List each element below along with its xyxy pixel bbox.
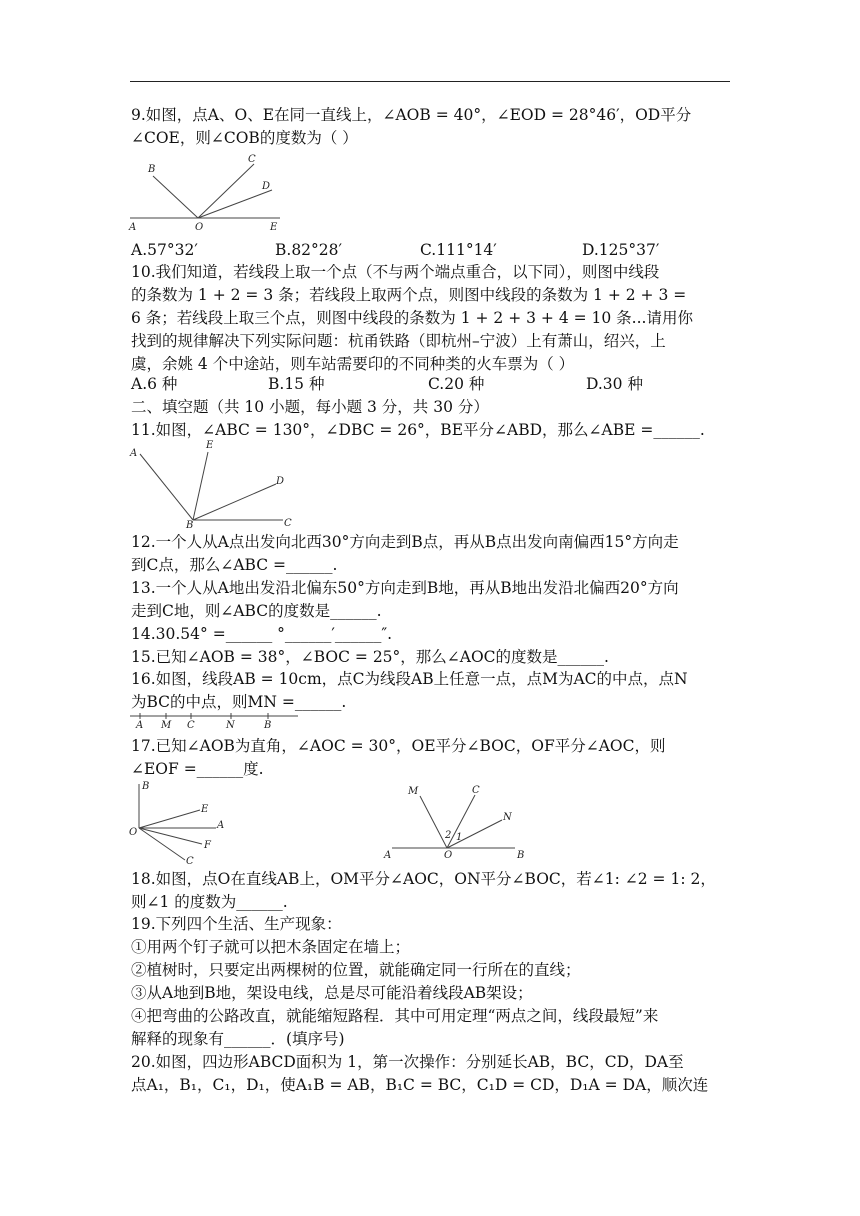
- q9-option-b: B.82°28′: [275, 241, 343, 259]
- q9-option-c: C.111°14′: [420, 241, 497, 259]
- q14-text-line1: 14.30.54° =______ °______′______″.: [131, 625, 393, 643]
- q16-figure: [128, 710, 303, 730]
- q19-text-line6: 解释的现象有______．(填序号): [131, 1030, 345, 1048]
- q10-option-a: A.6 种: [131, 375, 178, 393]
- q10-text-line3: 6 条；若线段上取三个点，则图中线段的条数为 1 + 2 + 3 + 4 = 10 条...请用你: [131, 309, 693, 327]
- q17-label-o: O: [129, 827, 138, 838]
- q19-text-line4: ③从A地到B地，架设电线，总是尽可能沿着线段AB架设；: [131, 984, 533, 1002]
- q9-label-b: B: [148, 164, 156, 175]
- q17-label-a: A: [217, 820, 225, 831]
- q16-label-b: B: [264, 720, 272, 731]
- q9-text-line2: ∠COE，则∠COB的度数为（ ）: [131, 129, 358, 147]
- q10-text-line2: 的条数为 1 + 2 = 3 条；若线段上取两个点，则图中线段的条数为 1 + 2 + 3 =: [131, 286, 687, 304]
- q18-text-line1: 18.如图，点O在直线AB上，OM平分∠AOC，ON平分∠BOC，若∠1: ∠2 = 1: 2，: [131, 870, 716, 888]
- q9-figure: [128, 154, 288, 234]
- q13-text-line1: 13.一个人从A地出发沿北偏东50°方向走到B地，再从B地出发沿北偏西20°方向: [131, 579, 679, 597]
- q11-label-a: A: [130, 448, 138, 459]
- q10-text-line1: 10.我们知道，若线段上取一个点（不与两个端点重合，以下同），则图中线段: [131, 263, 660, 281]
- q20-text-line1: 20.如图，四边形ABCD面积为 1，第一次操作：分别延长AB，BC，CD，DA至: [131, 1053, 684, 1071]
- q19-text-line3: ②植树时，只要定出两棵树的位置，就能确定同一行所在的直线；: [131, 961, 581, 979]
- q16-text-line1: 16.如图，线段AB = 10cm，点C为线段AB上任意一点，点M为AC的中点，点N: [131, 670, 688, 688]
- q10-text-line4: 找到的规律解决下列实际问题：杭甬铁路（即杭州–宁波）上有萧山，绍兴，上: [131, 332, 666, 350]
- q10-option-d: D.30 种: [586, 375, 643, 393]
- q16-label-c: C: [187, 720, 195, 731]
- q18-figure: [380, 782, 530, 862]
- q13-text-line2: 走到C地，则∠ABC的度数是______.: [131, 602, 382, 620]
- q9-option-a: A.57°32′: [131, 241, 198, 259]
- q9-label-o: O: [195, 222, 204, 233]
- q10-option-b: B.15 种: [268, 375, 325, 393]
- q18-label-a: A: [384, 850, 392, 861]
- q19-text-line5: ④把弯曲的公路改直，就能缩短路程．其中可用定理“两点之间，线段最短”来: [131, 1007, 659, 1025]
- q12-text-line2: 到C点，那么∠ABC =______.: [131, 556, 338, 574]
- q11-label-e: E: [206, 440, 214, 451]
- q18-text-line2: 则∠1 的度数为______.: [131, 893, 288, 911]
- q17-label-b: B: [142, 781, 150, 792]
- header-rule: [130, 81, 730, 82]
- q18-label-angle2: 2: [445, 830, 452, 841]
- q17-label-e: E: [201, 804, 209, 815]
- q11-text-line1: 11.如图，∠ABC = 130°，∠DBC = 26°，BE平分∠ABD，那么∠ABE =______.: [131, 421, 705, 439]
- q15-text-line1: 15.已知∠AOB = 38°，∠BOC = 25°，那么∠AOC的度数是______.: [131, 648, 609, 666]
- q16-label-n: N: [226, 720, 235, 731]
- q9-label-d: D: [262, 181, 271, 192]
- q11-label-d: D: [276, 476, 285, 487]
- q17-figure: [128, 780, 238, 866]
- q18-label-angle1: 1: [456, 832, 463, 843]
- q17-text-line1: 17.已知∠AOB为直角，∠AOC = 30°，OE平分∠BOC，OF平分∠AOC，则: [131, 737, 666, 755]
- q10-option-c: C.20 种: [428, 375, 485, 393]
- q9-label-c: C: [248, 154, 256, 165]
- q17-label-f: F: [204, 840, 211, 851]
- q19-text-line2: ①用两个钉子就可以把木条固定在墙上；: [131, 938, 411, 956]
- q19-text-line1: 19.下列四个生活、生产现象：: [131, 915, 342, 933]
- q9-label-e: E: [270, 222, 278, 233]
- q20-text-line2: 点A₁，B₁，C₁，D₁，使A₁B = AB，B₁C = BC，C₁D = CD，D₁A = DA，顺次连: [131, 1076, 709, 1094]
- q11-label-c: C: [284, 518, 292, 529]
- q17-text-line2: ∠EOF =______度.: [131, 760, 264, 778]
- q11-label-b: B: [186, 520, 194, 531]
- q12-text-line1: 12.一个人从A点出发向北西30°方向走到B点，再从B点出发向南偏西15°方向走: [131, 533, 679, 551]
- q18-label-o: O: [444, 850, 453, 861]
- q10-text-line5: 虞，余姚 4 个中途站，则车站需要印的不同种类的火车票为（ ）: [131, 355, 575, 373]
- q18-label-c: C: [472, 785, 480, 796]
- q18-label-b: B: [517, 850, 525, 861]
- q9-text-line1: 9.如图，点A、O、E在同一直线上，∠AOB = 40°，∠EOD = 28°46′，OD平分: [131, 106, 692, 124]
- section-heading-fill-blank: 二、填空题（共 10 小题，每小题 3 分，共 30 分）: [131, 398, 489, 416]
- q16-label-m: M: [161, 720, 172, 731]
- q18-label-n: N: [503, 812, 512, 823]
- q18-label-m: M: [408, 786, 419, 797]
- q16-label-a: A: [136, 720, 144, 731]
- q9-label-a: A: [129, 222, 137, 233]
- q16-text-line2: 为BC的中点，则MN =______.: [131, 693, 347, 711]
- q9-option-d: D.125°37′: [582, 241, 660, 259]
- q17-label-c: C: [186, 856, 194, 867]
- q11-figure: [128, 442, 298, 532]
